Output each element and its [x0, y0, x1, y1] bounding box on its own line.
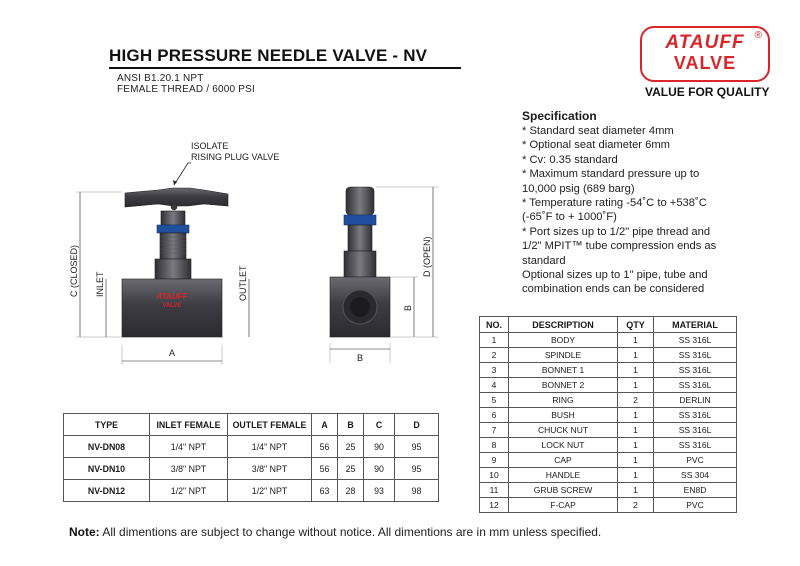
cell-d: 98	[395, 480, 439, 502]
cell-qty: 1	[618, 408, 654, 423]
cell-qty: 1	[618, 363, 654, 378]
logo-text-valve: VALVE	[673, 53, 737, 73]
cell-qty: 1	[618, 483, 654, 498]
dimension-table	[63, 413, 439, 502]
cell-material: PVC	[654, 453, 737, 468]
cell-outlet: 3/8" NPT	[228, 458, 312, 480]
cell-description: HANDLE	[509, 468, 618, 483]
body-logo-valve: VALVE	[162, 303, 182, 309]
cell-description: CAP	[509, 453, 618, 468]
note-text: All dimentions are subject to change without notice. All dimentions are in mm unless specified.	[99, 525, 602, 539]
spec-line: (-65˚F to + 1000˚F)	[522, 211, 617, 224]
spec-line: * Maximum standard pressure up to	[522, 168, 700, 181]
cell-qty: 1	[618, 438, 654, 453]
col-header-b: B	[338, 414, 364, 436]
dim-label-b-bottom: B	[356, 353, 364, 363]
cell-no: 3	[480, 363, 509, 378]
cell-material: SS 316L	[654, 408, 737, 423]
cell-qty: 1	[618, 453, 654, 468]
table-row	[480, 408, 737, 423]
valve-technical-drawing	[60, 135, 480, 375]
spec-line: * Cv: 0.35 standard	[522, 153, 618, 166]
dim-label-inlet: INLET	[95, 271, 105, 297]
cell-no: 12	[480, 498, 509, 513]
cell-description: LOCK NUT	[509, 438, 618, 453]
cell-d: 95	[395, 436, 439, 458]
col-header-no: NO.	[480, 317, 509, 333]
cell-material: SS 304	[654, 468, 737, 483]
cell-qty: 1	[618, 423, 654, 438]
specification-list	[522, 124, 752, 297]
cell-inlet: 1/4" NPT	[150, 436, 228, 458]
side-cap	[346, 187, 374, 215]
cell-material: SS 316L	[654, 423, 737, 438]
page-title: HIGH PRESSURE NEEDLE VALVE - NV	[109, 46, 428, 65]
table-row	[480, 363, 737, 378]
table-row	[480, 378, 737, 393]
table-row	[480, 393, 737, 408]
dim-label-c-closed: C (CLOSED)	[69, 244, 79, 297]
col-header-qty: QTY	[618, 317, 654, 333]
subtitle-standard: ANSI B1.20.1 NPT	[117, 73, 204, 84]
cell-no: 10	[480, 468, 509, 483]
spec-line: 1/2" MPIT™ tube compression ends as	[522, 240, 717, 253]
cell-type: NV-DN08	[64, 436, 150, 458]
cell-outlet: 1/2" NPT	[228, 480, 312, 502]
spec-line: combination ends can be considered	[522, 283, 705, 296]
callout-isolate: ISOLATE	[191, 141, 229, 151]
cell-a: 63	[312, 480, 338, 502]
cell-description: BONNET 1	[509, 363, 618, 378]
col-header-description: DESCRIPTION	[509, 317, 618, 333]
spec-line: * Port sizes up to 1/2" pipe thread and	[522, 225, 711, 238]
cell-no: 6	[480, 408, 509, 423]
cell-material: EN8D	[654, 483, 737, 498]
cell-qty: 2	[618, 498, 654, 513]
spec-line: * Optional seat diameter 6mm	[522, 139, 670, 152]
side-blue-ring	[344, 215, 376, 225]
cell-description: GRUB SCREW	[509, 483, 618, 498]
col-header-d: D	[395, 414, 439, 436]
cell-no: 9	[480, 453, 509, 468]
grub-screw	[171, 204, 177, 210]
subtitle-thread: FEMALE THREAD / 6000 PSI	[117, 84, 255, 95]
cell-no: 1	[480, 333, 509, 348]
bonnet-top	[161, 211, 185, 225]
cell-material: SS 316L	[654, 333, 737, 348]
cell-inlet: 3/8" NPT	[150, 458, 228, 480]
cell-qty: 1	[618, 378, 654, 393]
spec-line: Optional sizes up to 1" pipe, tube and	[522, 269, 708, 282]
table-row	[64, 458, 439, 480]
cell-material: SS 316L	[654, 378, 737, 393]
cell-c: 90	[364, 436, 395, 458]
spec-line: 10,000 psig (689 barg)	[522, 182, 635, 195]
cell-c: 93	[364, 480, 395, 502]
table-row	[480, 333, 737, 348]
cell-b: 25	[338, 458, 364, 480]
title-underline	[109, 67, 461, 69]
cell-material: PVC	[654, 498, 737, 513]
callout-leader	[174, 163, 191, 185]
dimension-header-row	[64, 414, 439, 436]
table-row	[480, 453, 737, 468]
cell-type: NV-DN10	[64, 458, 150, 480]
cell-no: 7	[480, 423, 509, 438]
cell-b: 28	[338, 480, 364, 502]
cell-no: 2	[480, 348, 509, 363]
col-header-material: MATERIAL	[654, 317, 737, 333]
cell-c: 90	[364, 458, 395, 480]
table-row	[480, 348, 737, 363]
dim-label-a: A	[168, 348, 176, 358]
spec-line: standard	[522, 254, 566, 267]
side-port-inner	[350, 297, 370, 317]
col-header-outlet: OUTLET FEMALE	[228, 414, 312, 436]
spec-line: * Standard seat diameter 4mm	[522, 125, 674, 137]
cell-description: CHUCK NUT	[509, 423, 618, 438]
cell-material: SS 316L	[654, 348, 737, 363]
cell-material: SS 316L	[654, 363, 737, 378]
cell-material: SS 316L	[654, 438, 737, 453]
dim-label-b-side: B	[403, 304, 413, 311]
col-header-type: TYPE	[64, 414, 150, 436]
cell-d: 95	[395, 458, 439, 480]
cell-no: 8	[480, 438, 509, 453]
cell-qty: 2	[618, 393, 654, 408]
cell-qty: 1	[618, 468, 654, 483]
parts-header-row	[480, 317, 737, 333]
dim-label-d-open: D (OPEN)	[422, 236, 432, 277]
cell-no: 4	[480, 378, 509, 393]
cell-qty: 1	[618, 333, 654, 348]
cell-description: BUSH	[509, 408, 618, 423]
cell-no: 5	[480, 393, 509, 408]
cell-b: 25	[338, 436, 364, 458]
footer-note	[69, 525, 601, 539]
parts-table	[479, 316, 737, 513]
table-row	[480, 483, 737, 498]
table-row	[64, 480, 439, 502]
cell-description: BODY	[509, 333, 618, 348]
cell-description: F-CAP	[509, 498, 618, 513]
cell-a: 56	[312, 436, 338, 458]
cell-description: RING	[509, 393, 618, 408]
cell-description: BONNET 2	[509, 378, 618, 393]
cell-outlet: 1/4" NPT	[228, 436, 312, 458]
blue-ring	[157, 225, 189, 233]
cell-no: 11	[480, 483, 509, 498]
spec-line: * Temperature rating -54˚C to +538˚C	[522, 197, 707, 210]
table-row	[480, 468, 737, 483]
handle-bar	[125, 188, 228, 207]
cell-inlet: 1/2" NPT	[150, 480, 228, 502]
callout-rising-plug: RISING PLUG VALVE	[191, 152, 280, 162]
cell-description: SPINDLE	[509, 348, 618, 363]
col-header-a: A	[312, 414, 338, 436]
table-row	[480, 423, 737, 438]
col-header-c: C	[364, 414, 395, 436]
cell-a: 56	[312, 458, 338, 480]
logo-text-ataSuff: ATAUFF	[665, 32, 745, 53]
registered-mark: ®	[754, 30, 762, 41]
specification-heading: Specification	[522, 109, 597, 123]
note-label: Note:	[69, 525, 100, 539]
cell-material: DERLIN	[654, 393, 737, 408]
body-logo-ataSuff: ATAUFF	[156, 292, 188, 301]
dim-label-outlet: OUTLET	[238, 265, 248, 301]
cell-qty: 1	[618, 348, 654, 363]
side-spindle	[348, 225, 372, 251]
table-row	[480, 438, 737, 453]
table-row	[64, 436, 439, 458]
cell-type: NV-DN12	[64, 480, 150, 502]
lock-nut	[155, 259, 191, 279]
table-row	[480, 498, 737, 513]
col-header-inlet: INLET FEMALE	[150, 414, 228, 436]
brand-tagline: VALUE FOR QUALITY	[645, 85, 770, 99]
side-lock-nut	[344, 251, 376, 277]
brand-logo	[640, 26, 770, 82]
